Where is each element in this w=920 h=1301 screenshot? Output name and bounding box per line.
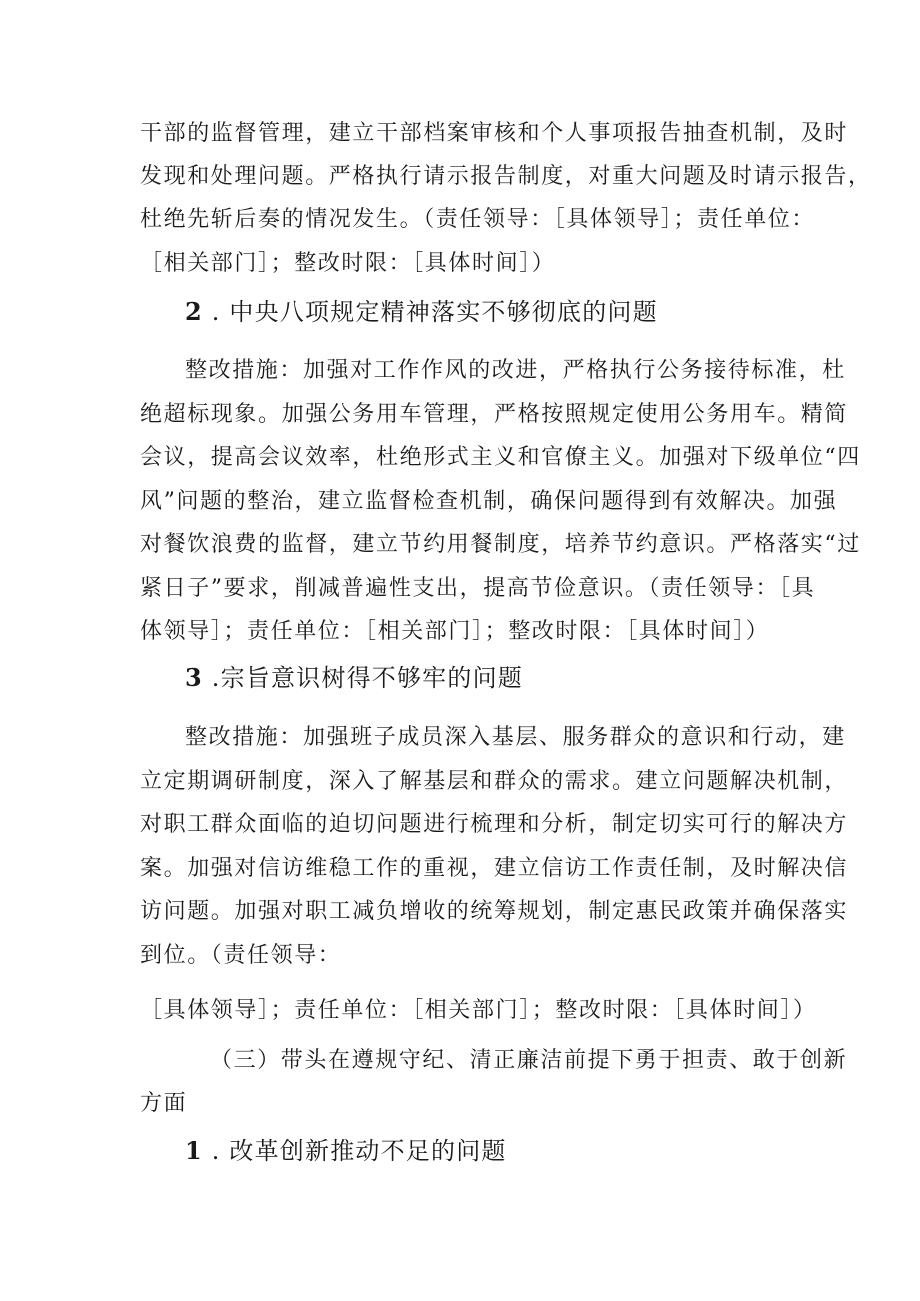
body-line: ［相关部门］；整改时限：［具体时间］） (140, 251, 556, 276)
body-line: 立定期调研制度，深入了解基层和群众的需求。建立问题解决机制， (140, 769, 849, 794)
heading-number: 2 (185, 297, 203, 326)
body-line: 案。加强对信访维稳工作的重视，建立信访工作责任制，及时解决信 (140, 856, 849, 881)
section-heading (185, 1136, 507, 1166)
body-line: 整改措施：加强对工作作风的改进，严格执行公务接待标准，杜 (185, 358, 846, 383)
body-line: 对餐饮浪费的监督，建立节约用餐制度，培养节约意识。严格落实“过 (140, 532, 861, 557)
body-line: 体领导］；责任单位：［相关部门］；整改时限：［具体时间］） (140, 619, 770, 644)
section-heading (185, 297, 658, 327)
body-line: 对职工群众面临的迫切问题进行梳理和分析，制定切实可行的解决方 (140, 812, 849, 837)
subsection-title-line: （三）带头在遵规守纪、清正廉洁前提下勇于担责、敢于创新 (210, 1048, 848, 1073)
body-line: 干部的监督管理，建立干部档案审核和个人事项报告抽查机制，及时 (140, 121, 849, 146)
body-line: 会议，提高会议效率，杜绝形式主义和官僚主义。加强对下级单位“四 (140, 445, 861, 470)
heading-text: . 改革创新推动不足的问题 (202, 1137, 507, 1165)
heading-number: 1 (185, 1136, 203, 1165)
body-line: 访问题。加强对职工减负增收的统筹规划，制定惠民政策并确保落实 (140, 899, 849, 924)
body-line: 整改措施：加强班子成员深入基层、服务群众的意识和行动，建 (185, 725, 846, 750)
body-line: ［具体领导］；责任单位：［相关部门］；整改时限：［具体时间］） (140, 998, 817, 1023)
heading-number: 3 (185, 663, 203, 692)
body-line: 紧日子”要求，削减普遍性支出，提高节俭意识。（责任领导：［具 (140, 576, 816, 601)
body-line: 绝超标现象。加强公务用车管理，严格按照规定使用公务用车。精简 (140, 402, 849, 427)
heading-text: . 中央八项规定精神落实不够彻底的问题 (202, 298, 658, 326)
section-heading (185, 663, 523, 693)
heading-text: .宗旨意识树得不够牢的问题 (202, 664, 523, 692)
body-line: 杜绝先斩后奏的情况发生。（责任领导：［具体领导］；责任单位： (140, 207, 816, 232)
body-line: 风”问题的整治，建立监督检查机制，确保问题得到有效解决。加强 (140, 489, 838, 514)
body-line: 到位。（责任领导： (140, 943, 342, 968)
body-line: 发现和处理问题。严格执行请示报告制度，对重大问题及时请示报告， (140, 164, 872, 189)
subsection-title-line: 方面 (140, 1091, 188, 1116)
